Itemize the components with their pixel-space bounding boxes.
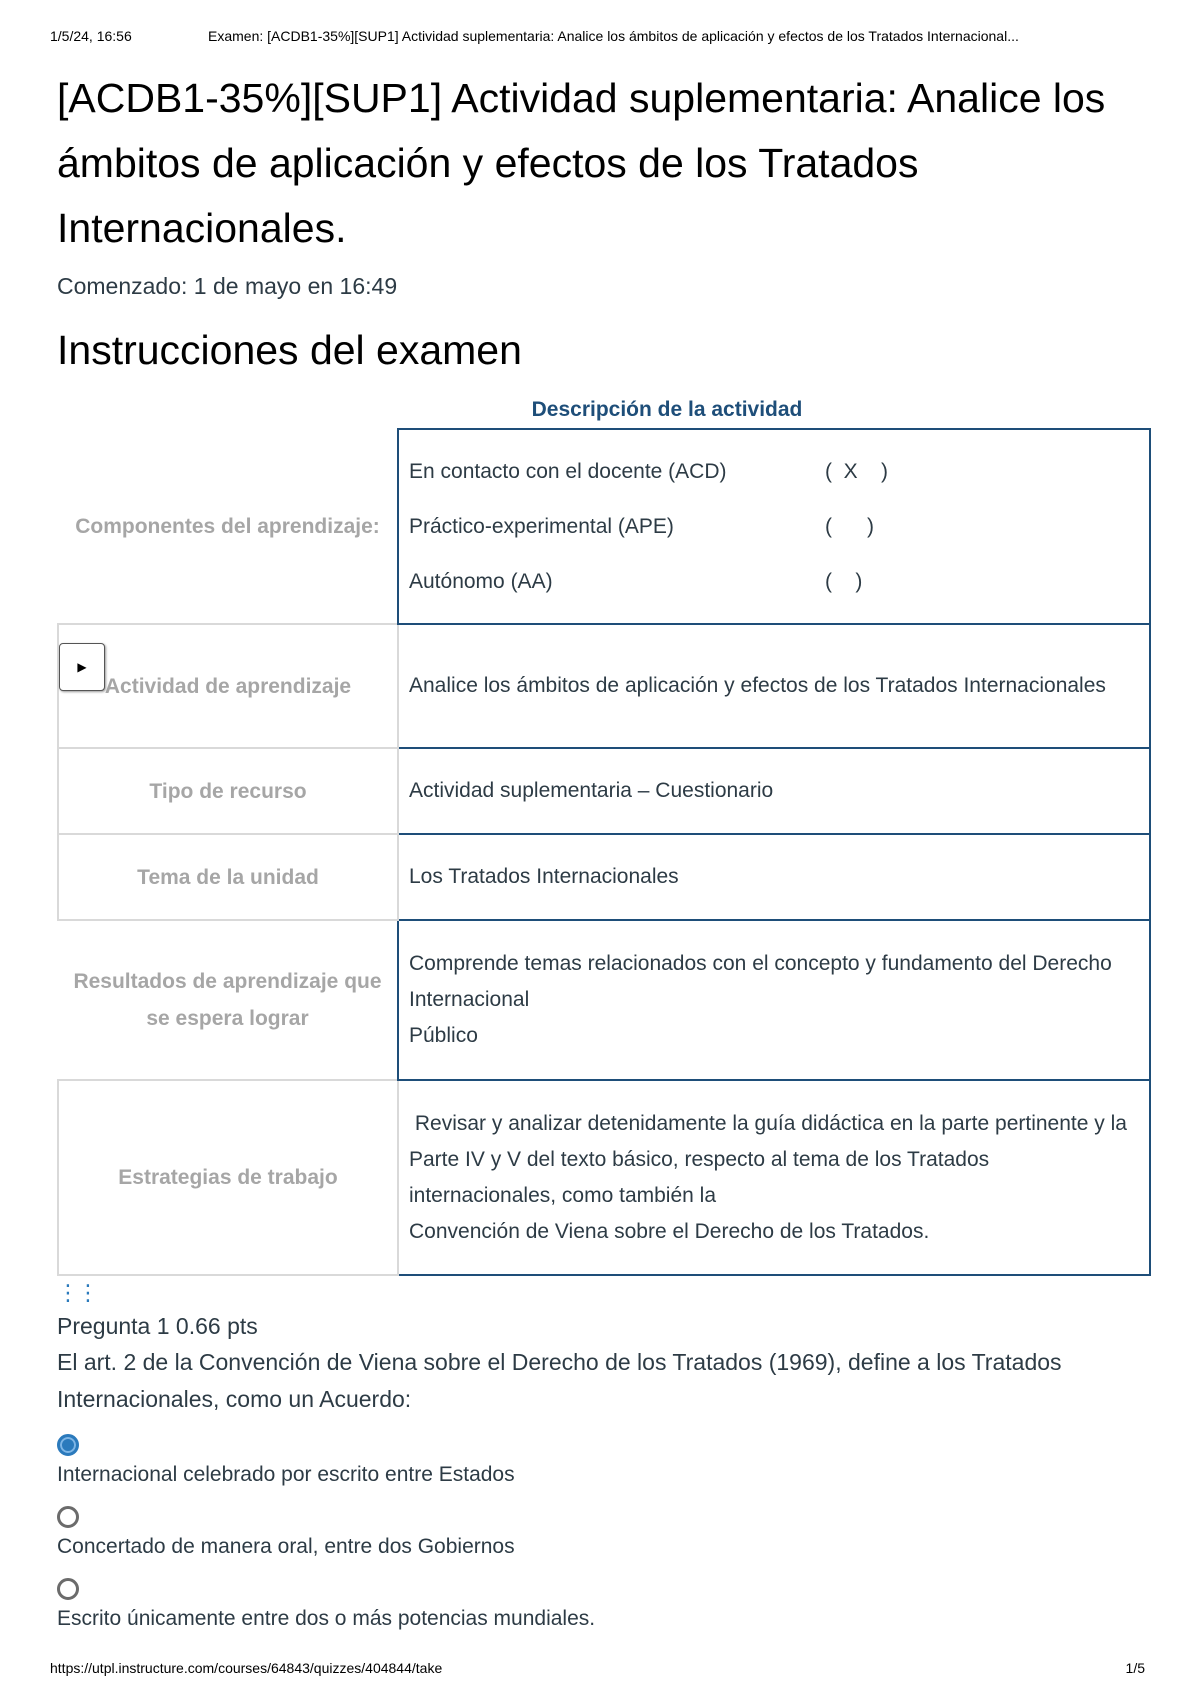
component-mark: ( )	[825, 570, 863, 593]
row-value-topic: Los Tratados Internacionales	[398, 834, 1150, 920]
row-label-activity	[58, 624, 398, 748]
expand-toggle-button[interactable]	[59, 643, 105, 691]
print-document-title: Examen: [ACDB1-35%][SUP1] Actividad suplementaria: Analice los ámbitos de aplicación y efectos de los Tratados Internacional...	[208, 28, 1019, 44]
radio-icon[interactable]	[57, 1578, 79, 1600]
table-row	[58, 624, 1150, 748]
page-number: 1/5	[1125, 1660, 1145, 1676]
row-value-resource: Actividad suplementaria – Cuestionario	[398, 748, 1150, 834]
table-row	[58, 429, 1150, 624]
question-text: El art. 2 de la Convención de Viena sobre el Derecho de los Tratados (1969), define a los Tratados Internacionales, como un Acuerdo:	[57, 1349, 1062, 1412]
play-icon: ▶	[77, 659, 87, 674]
value-line: Comprende temas relacionados con el concepto y fundamento del Derecho Internacional	[409, 952, 1112, 1011]
print-date: 1/5/24, 16:56	[50, 28, 132, 44]
answer-label[interactable]: Escrito únicamente entre dos o más potencias mundiales.	[57, 1607, 596, 1630]
activity-table	[57, 428, 1151, 1276]
row-value-strategies	[398, 1080, 1150, 1275]
component-name: Práctico-experimental (APE)	[409, 515, 674, 538]
answer-option[interactable]	[57, 1506, 1147, 1562]
print-url: https://utpl.instructure.com/courses/64843/quizzes/404844/take	[50, 1660, 443, 1676]
drag-handle-icon[interactable]: ⋮⋮	[57, 1280, 97, 1305]
answer-label[interactable]: Concertado de manera oral, entre dos Gobiernos	[57, 1535, 515, 1558]
row-value-activity: Analice los ámbitos de aplicación y efectos de los Tratados Internacionales	[398, 624, 1150, 748]
components-label: Componentes del aprendizaje:	[75, 514, 380, 538]
started-time: Comenzado: 1 de mayo en 16:49	[57, 273, 398, 299]
answer-option[interactable]	[57, 1434, 1147, 1490]
value-line: Convención de Viena sobre el Derecho de los Tratados.	[409, 1219, 930, 1243]
value-line: Público	[409, 1024, 478, 1047]
quiz-title: [ACDB1-35%][SUP1] Actividad suplementaria: Analice los ámbitos de aplicación y efectos de los Tratados Internacionales.	[57, 75, 1106, 251]
component-name: En contacto con el docente (ACD)	[409, 460, 727, 483]
print-footer	[50, 1660, 1150, 1680]
answer-label[interactable]: Internacional celebrado por escrito entre Estados	[57, 1463, 515, 1486]
radio-icon[interactable]	[57, 1506, 79, 1528]
component-item	[409, 444, 1139, 499]
row-label-resource: Tipo de recurso	[58, 748, 398, 834]
row-label-strategies: Estrategias de trabajo	[58, 1080, 398, 1275]
component-item	[409, 499, 1139, 554]
value-line: Revisar y analizar detenidamente la guía didáctica en la parte pertinente y la Parte IV y V del texto básico, respecto al tema de los Tratados internacionales, como también la	[409, 1111, 1133, 1207]
component-item	[409, 554, 1139, 609]
quiz-content	[57, 66, 1147, 1634]
row-label-results: Resultados de aprendizaje que se espera lograr	[73, 970, 382, 1030]
component-name: Autónomo (AA)	[409, 570, 553, 593]
activity-caption: Descripción de la actividad	[531, 398, 803, 421]
component-mark: ( X )	[825, 460, 888, 483]
instructions-heading: Instrucciones del examen	[57, 327, 522, 373]
question-header: Pregunta 1 0.66 pts	[57, 1313, 258, 1339]
radio-selected-icon[interactable]	[57, 1434, 79, 1456]
table-row	[58, 1080, 1150, 1275]
table-row	[58, 748, 1150, 834]
table-row	[58, 834, 1150, 920]
row-label-topic: Tema de la unidad	[58, 834, 398, 920]
answer-option[interactable]	[57, 1578, 1147, 1634]
table-row	[58, 920, 1150, 1080]
row-label-text: Actividad de aprendizaje	[104, 674, 352, 698]
components-cell	[398, 429, 1150, 624]
print-header	[50, 28, 1150, 48]
component-mark: ( )	[825, 515, 874, 538]
row-value-results	[398, 920, 1150, 1080]
